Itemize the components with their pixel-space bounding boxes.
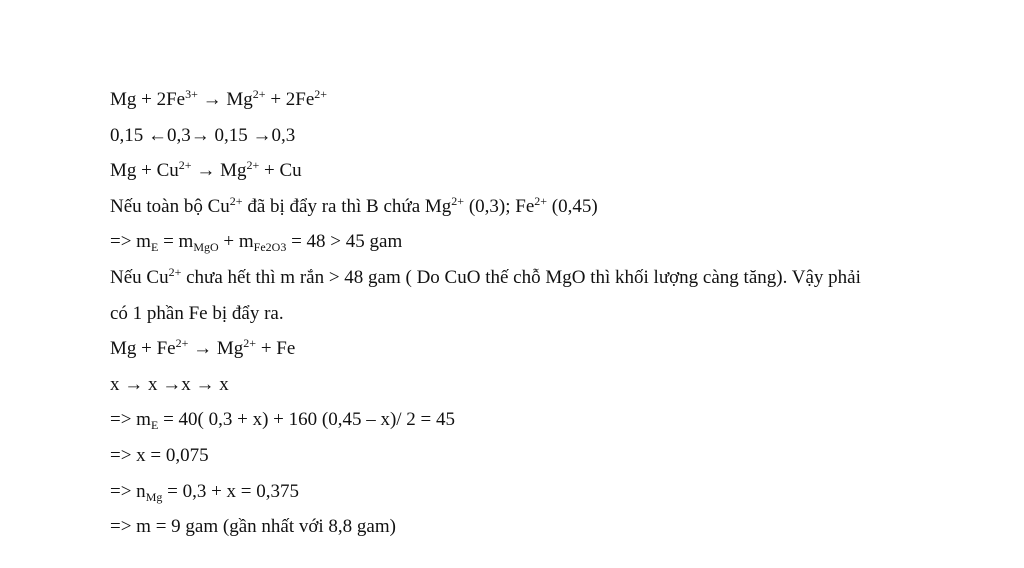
- subscript: Fe2O3: [253, 240, 287, 255]
- text-run: => x = 0,075: [110, 444, 209, 466]
- equation-mg-fe2: [110, 331, 970, 367]
- mole-ratio-line-1: [110, 118, 970, 154]
- result-x: [110, 438, 970, 474]
- superscript: 2+: [178, 158, 192, 173]
- subscript: E: [150, 240, 159, 255]
- result-n-mg: [110, 474, 970, 510]
- text-run: Mg + Fe: [110, 338, 176, 360]
- text-run: + 2Fe: [265, 89, 315, 110]
- text-run: chưa hết thì m rắn > 48 gam ( Do CuO thế chỗ MgO thì khối lượng càng tăng). Vậy phải: [181, 266, 861, 288]
- text-run: + m: [218, 231, 254, 253]
- text-run: Nếu Cu: [110, 266, 169, 288]
- conclusion-fe-displaced: [110, 296, 970, 332]
- subscript: E: [150, 418, 159, 433]
- case-cu-remaining: [110, 260, 970, 296]
- superscript: 2+: [243, 336, 257, 351]
- mass-e-calculation-2: [110, 402, 970, 438]
- text-run: => m: [110, 231, 151, 253]
- superscript: 3+: [185, 87, 198, 101]
- text-run: => n: [110, 480, 146, 502]
- text-run: => m: [110, 409, 151, 431]
- text-run: Nếu toàn bộ Cu: [110, 195, 230, 217]
- text-run: có 1 phần Fe bị đẩy ra.: [110, 302, 284, 324]
- final-answer: [110, 509, 970, 545]
- superscript: 2+: [229, 193, 243, 208]
- mass-e-calculation-1: [110, 224, 970, 260]
- text-run: + Cu: [259, 160, 302, 182]
- text-run: (0,3); Fe: [464, 195, 535, 217]
- text-run: = m: [158, 231, 194, 253]
- text-run: Mg + 2Fe: [110, 89, 186, 110]
- text-run: → Mg: [191, 160, 247, 182]
- text-run: → Mg: [197, 89, 253, 110]
- case-all-cu-displaced: [110, 189, 970, 225]
- subscript: MgO: [193, 240, 219, 255]
- superscript: 2+: [246, 158, 260, 173]
- superscript: 2+: [252, 87, 266, 101]
- text-run: → Mg: [188, 338, 244, 360]
- text-run: + Fe: [256, 338, 296, 360]
- superscript: 2+: [175, 336, 189, 351]
- superscript: 2+: [534, 193, 548, 208]
- text-run: 0,15 ←0,3→ 0,15 →0,3: [110, 124, 296, 146]
- text-run: x → x →x → x: [110, 373, 229, 395]
- superscript: 2+: [168, 264, 182, 279]
- text-run: = 40( 0,3 + x) + 160 (0,45 – x)/ 2 = 45: [158, 409, 456, 431]
- solution-text: [110, 82, 970, 545]
- equation-mg-fe3: [110, 82, 970, 118]
- text-run: đã bị đẩy ra thì B chứa Mg: [242, 195, 452, 217]
- mole-ratio-line-2: [110, 367, 970, 403]
- text-run: (0,45): [547, 195, 598, 217]
- text-run: = 0,3 + x = 0,375: [162, 480, 300, 502]
- equation-mg-cu: [110, 153, 970, 189]
- superscript: 2+: [451, 193, 465, 208]
- text-run: => m = 9 gam (gần nhất với 8,8 gam): [110, 516, 396, 538]
- text-run: = 48 > 45 gam: [286, 231, 403, 253]
- text-run: Mg + Cu: [110, 160, 179, 182]
- subscript: Mg: [145, 489, 163, 504]
- superscript: 2+: [314, 87, 328, 101]
